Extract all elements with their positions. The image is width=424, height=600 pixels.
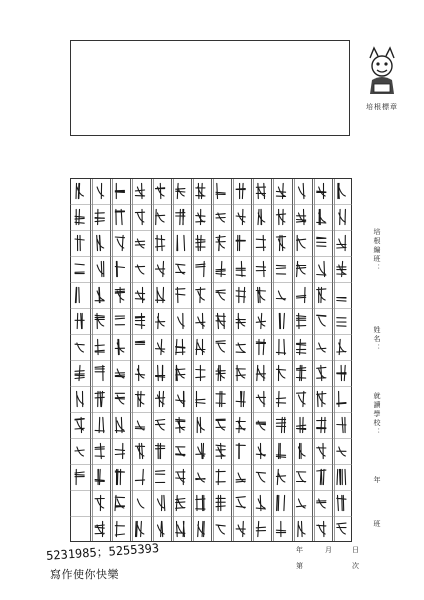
handwritten-glyph (276, 183, 285, 198)
handwritten-glyph (297, 261, 306, 276)
handwritten-glyph (216, 235, 225, 250)
handwritten-glyph (337, 365, 346, 380)
handwritten-glyph (97, 235, 104, 250)
handwritten-glyph (277, 495, 285, 510)
handwritten-glyph (317, 469, 326, 484)
handwritten-glyph (297, 339, 306, 354)
handwritten-glyph (256, 235, 265, 250)
handwritten-glyph (176, 391, 185, 406)
handwritten-glyph (115, 209, 124, 224)
writing-grid (70, 178, 352, 546)
handwritten-glyph (137, 499, 144, 508)
handwritten-glyph (115, 469, 124, 484)
handwritten-glyph (339, 209, 346, 224)
handwritten-glyph (135, 313, 144, 328)
label-grade: 年 (373, 476, 381, 485)
handwritten-glyph (97, 183, 104, 198)
handwritten-glyph (196, 183, 205, 198)
handwritten-glyph (337, 261, 346, 276)
handwritten-glyph (236, 235, 245, 250)
handwritten-glyph (115, 339, 124, 354)
handwritten-glyph (75, 447, 84, 456)
handwritten-glyph (276, 291, 285, 300)
handwritten-glyph (115, 417, 124, 432)
handwritten-glyph (196, 495, 205, 510)
handwritten-glyph (115, 316, 124, 325)
handwritten-glyph (216, 213, 225, 222)
handwritten-glyph (236, 343, 245, 353)
handwritten-glyph (95, 313, 104, 328)
handwritten-glyph (297, 235, 306, 250)
handwritten-glyph (95, 443, 104, 458)
handwritten-glyph (337, 469, 346, 484)
date-year: 年 (296, 546, 303, 554)
handwritten-glyph (297, 287, 306, 302)
handwritten-glyph (256, 365, 265, 380)
handwritten-glyph (337, 318, 346, 327)
handwritten-glyph (77, 391, 84, 406)
handwritten-glyph (135, 391, 144, 406)
handwritten-glyph (75, 287, 79, 302)
handwritten-glyph (95, 469, 104, 484)
handwritten-glyph (256, 472, 265, 482)
handwritten-glyph (158, 495, 165, 510)
handwritten-glyph (216, 261, 225, 276)
handwritten-glyph (135, 365, 144, 380)
handwritten-glyph (297, 313, 306, 328)
handwritten-glyph (297, 472, 306, 482)
handwritten-glyph (317, 365, 326, 380)
handwritten-glyph (338, 183, 346, 198)
handwritten-glyph (297, 499, 306, 508)
handwritten-glyph (276, 209, 285, 224)
handwritten-glyph (196, 443, 205, 458)
handwritten-glyph (156, 471, 165, 483)
handwritten-glyph (317, 499, 326, 508)
handwritten-glyph (176, 287, 185, 302)
handwritten-glyph (236, 183, 245, 198)
handwritten-glyph (115, 183, 124, 198)
handwritten-glyph (276, 265, 285, 274)
handwritten-glyph (95, 495, 104, 510)
handwritten-glyph (176, 339, 185, 354)
handwritten-glyph (337, 523, 346, 534)
label-name: 姓名： (373, 326, 381, 353)
label-school: 就讀學校： (373, 392, 381, 437)
handwritten-glyph (95, 521, 104, 536)
handwritten-glyph (317, 183, 326, 198)
handwritten-glyph (196, 339, 205, 354)
handwritten-glyph (317, 443, 326, 458)
handwritten-glyph (115, 369, 124, 378)
date-seq: 第 (296, 562, 303, 570)
handwritten-glyph (276, 443, 285, 458)
handwritten-glyph (216, 469, 225, 484)
handwritten-glyph (236, 497, 245, 508)
handwritten-glyph (176, 365, 185, 380)
handwritten-glyph (178, 313, 185, 328)
handwritten-glyph (337, 298, 346, 302)
handwritten-glyph (75, 209, 84, 224)
handwritten-glyph (298, 521, 305, 536)
handwritten-glyph (276, 365, 285, 380)
handwritten-glyph (256, 391, 265, 406)
handwritten-glyph (279, 313, 284, 328)
handwritten-glyph (317, 417, 326, 432)
handwritten-glyph (115, 393, 124, 404)
handwritten-glyph (75, 469, 84, 484)
handwritten-glyph (337, 495, 346, 510)
handwritten-glyph (297, 391, 306, 406)
handwritten-glyph (256, 521, 265, 536)
handwritten-glyph (198, 521, 205, 536)
handwritten-glyph (95, 391, 104, 406)
handwritten-glyph (216, 495, 225, 510)
phone-numbers: 5231985；5255393 (45, 541, 160, 563)
handwritten-glyph (337, 391, 346, 406)
handwritten-glyph (216, 525, 225, 534)
handwritten-glyph (135, 265, 144, 274)
handwritten-glyph (317, 287, 326, 302)
handwritten-glyph (196, 209, 205, 224)
handwritten-glyph (135, 209, 144, 224)
handwritten-glyph (256, 183, 265, 198)
handwritten-glyph (276, 391, 285, 406)
handwritten-glyph (135, 469, 144, 484)
handwritten-glyph (196, 313, 205, 328)
comment-box (70, 40, 350, 136)
handwritten-glyph (115, 235, 124, 250)
handwritten-glyph (236, 391, 245, 406)
handwritten-glyph (216, 313, 225, 328)
handwritten-glyph (158, 521, 165, 536)
handwritten-glyph (196, 287, 205, 302)
handwritten-glyph (135, 183, 144, 198)
handwritten-glyph (75, 313, 84, 328)
handwritten-glyph (256, 421, 265, 430)
handwritten-glyph (176, 183, 185, 198)
mascot-stamp-icon (360, 40, 404, 100)
handwritten-glyph (177, 235, 185, 250)
handwritten-glyph (176, 521, 185, 536)
handwritten-glyph (256, 495, 265, 510)
stamp-area (360, 40, 404, 100)
handwritten-glyph (197, 417, 204, 432)
handwritten-glyph (196, 261, 205, 276)
handwritten-glyph (196, 235, 205, 250)
handwritten-glyph (256, 339, 265, 354)
handwritten-glyph (156, 235, 165, 250)
handwritten-glyph (256, 443, 265, 458)
handwritten-glyph (236, 261, 245, 276)
handwritten-glyph (216, 419, 225, 430)
handwritten-glyph (75, 365, 84, 380)
handwritten-glyph (95, 417, 104, 432)
handwritten-glyph (276, 521, 285, 536)
handwritten-glyph (256, 287, 265, 302)
handwritten-glyph (297, 209, 306, 224)
handwritten-glyph (136, 521, 144, 536)
handwritten-glyph (156, 183, 165, 198)
handwritten-glyph (95, 365, 104, 380)
handwritten-glyph (95, 339, 104, 354)
handwritten-glyph (156, 420, 165, 431)
handwritten-glyph (176, 417, 185, 432)
handwritten-glyph (297, 365, 306, 380)
handwritten-glyph (176, 495, 185, 510)
handwritten-glyph (135, 239, 144, 248)
handwritten-glyph (317, 315, 326, 326)
handwritten-glyph (156, 209, 165, 224)
handwritten-glyph (176, 264, 185, 274)
handwritten-glyph (276, 339, 285, 354)
handwritten-glyph (196, 473, 205, 482)
handwritten-glyph (317, 391, 326, 406)
handwritten-glyph (297, 417, 306, 432)
handwritten-glyph (135, 287, 144, 302)
handwritten-glyph (236, 417, 245, 432)
handwritten-glyph (236, 521, 245, 536)
handwritten-glyph (236, 443, 245, 458)
handwritten-glyph (216, 341, 225, 352)
handwritten-glyph (337, 447, 346, 456)
handwritten-glyph (216, 365, 225, 380)
handwritten-glyph (156, 365, 165, 380)
handwritten-glyph (115, 443, 124, 458)
handwritten-glyph (97, 261, 104, 276)
handwritten-glyph (256, 261, 265, 276)
date-month: 月 (325, 546, 332, 554)
handwritten-glyph (317, 261, 326, 276)
handwritten-glyph (76, 183, 84, 198)
handwritten-glyph (317, 343, 326, 352)
handwritten-glyph (317, 521, 326, 536)
handwritten-glyph (236, 365, 245, 380)
handwritten-glyph (135, 341, 144, 344)
handwritten-glyph (156, 313, 165, 328)
handwritten-glyph (236, 209, 245, 224)
handwritten-glyph (115, 495, 125, 510)
handwritten-glyph (299, 183, 306, 198)
handwritten-glyph (236, 287, 245, 302)
handwritten-glyph (156, 339, 165, 354)
handwritten-glyph (276, 469, 285, 484)
handwritten-glyph (258, 209, 265, 224)
handwritten-glyph (256, 313, 265, 328)
handwritten-glyph (156, 287, 165, 302)
label-class-no: 班 (373, 520, 381, 529)
handwritten-glyph (337, 235, 346, 250)
handwritten-glyph (196, 391, 205, 406)
handwritten-glyph (75, 343, 84, 352)
handwritten-glyph (176, 447, 185, 456)
handwritten-glyph (317, 209, 326, 224)
handwritten-glyph (299, 443, 306, 458)
handwritten-glyph (135, 443, 144, 458)
slogan: 寫作使你快樂 (50, 568, 119, 581)
handwritten-glyph (75, 264, 84, 274)
handwritten-glyph (115, 521, 124, 536)
handwritten-glyph (176, 469, 185, 484)
handwritten-glyph (156, 391, 165, 406)
handwritten-glyph (115, 261, 124, 276)
handwritten-glyph (156, 261, 165, 276)
handwritten-glyph (196, 365, 205, 380)
handwritten-glyph (276, 417, 285, 432)
handwritten-glyph (95, 209, 104, 224)
handwritten-glyph (337, 417, 346, 432)
handwritten-glyph (75, 417, 84, 432)
handwritten-glyph (95, 287, 104, 302)
handwritten-glyph (216, 183, 225, 198)
handwritten-glyph (156, 443, 165, 458)
handwritten-glyph (317, 237, 326, 246)
label-class: 培根編班： (373, 228, 381, 273)
handwritten-glyph (236, 473, 245, 482)
handwritten-glyph (75, 235, 84, 250)
date-day: 日 (352, 546, 359, 554)
handwritten-glyph (216, 443, 225, 458)
handwritten-glyph (115, 287, 124, 302)
stamp-label: 培根標章 (366, 103, 398, 111)
date-times: 次 (352, 562, 359, 570)
handwritten-glyph (176, 209, 185, 224)
handwritten-glyph (216, 391, 225, 406)
handwritten-glyph (216, 290, 225, 300)
handwritten-glyph (135, 421, 144, 430)
handwritten-glyph (276, 235, 285, 250)
handwritten-glyph (236, 313, 245, 328)
handwritten-glyph (337, 339, 346, 354)
